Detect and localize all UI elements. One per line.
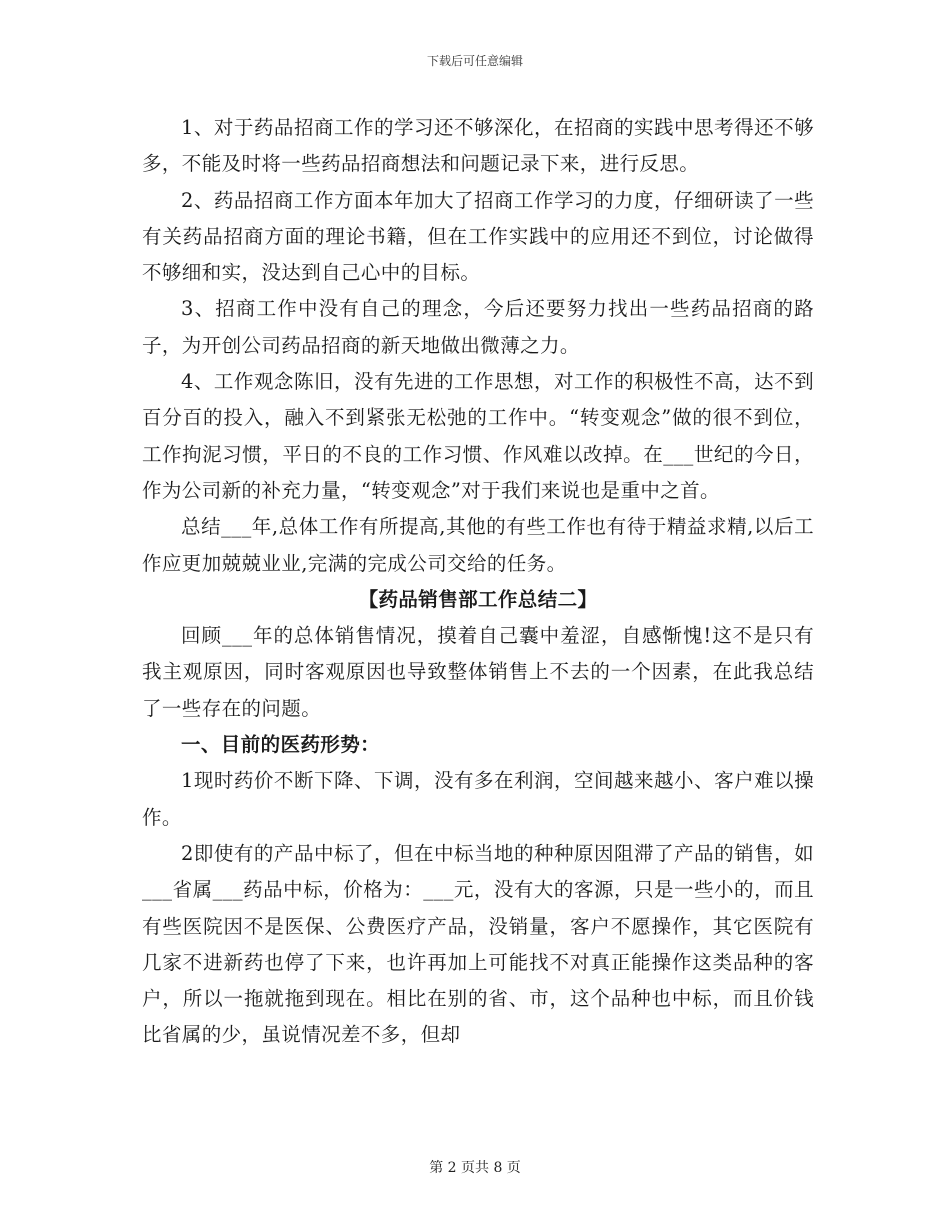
document-body bbox=[142, 110, 814, 1054]
paragraph-summary: 总结___年,总体工作有所提高,其他的有些工作也有待于精益求精,以后工作应更加兢兢业业,完满的完成公司交给的任务。 bbox=[142, 515, 814, 575]
paragraph-item-3: 3、招商工作中没有自己的理念，今后还要努力找出一些药品招商的路子，为开创公司药品招商的新天地做出微薄之力。 bbox=[142, 297, 814, 357]
paragraph-point-1: 1现时药价不断下降、下调，没有多在利润，空间越来越小、客户难以操作。 bbox=[142, 769, 814, 829]
subsection-heading: 一、目前的医药形势： bbox=[181, 733, 381, 757]
section-heading: 【药品销售部工作总结二】 bbox=[358, 587, 598, 611]
paragraph-item-1: 1、对于药品招商工作的学习还不够深化，在招商的实践中思考得还不够多，不能及时将一些药品招商想法和问题记录下来，进行反思。 bbox=[142, 116, 814, 176]
paragraph-item-4: 4、工作观念陈旧，没有先进的工作思想，对工作的积极性不高，达不到百分百的投入，融入不到紧张无松弛的工作中。“转变观念”做的很不到位，工作拘泥习惯，平日的不良的工作习惯、作风难以改掉。在___世纪的今日，作为公司新的补充力量，“转变观念”对于我们来说也是重中之首。 bbox=[142, 370, 814, 502]
paragraph-point-2: 2即使有的产品中标了，但在中标当地的种种原因阻滞了产品的销售，如___省属___药品中标，价格为：___元，没有大的客源，只是一些小的，而且有些医院因不是医保、公费医疗产品，没销量，客户不愿操作，其它医院有几家不进新药也停了下来，也许再加上可能找不对真正能操作这类品种的客户，所以一拖就拖到现在。相比在别的省、市，这个品种也中标，而且价钱比省属的少，虽说情况差不多，但却 bbox=[142, 841, 814, 1047]
page-number-footer: 第 2 页共 8 页 bbox=[429, 1160, 521, 1176]
paragraph-review: 回顾___年的总体销售情况，摸着自己囊中羞涩，自感惭愧!这不是只有我主观原因，同时客观原因也导致整体销售上不去的一个因素，在此我总结了一些存在的问题。 bbox=[142, 624, 814, 720]
page-header: 下载后可任意编辑 bbox=[426, 54, 523, 68]
paragraph-item-2: 2、药品招商工作方面本年加大了招商工作学习的力度，仔细研读了一些有关药品招商方面的理论书籍，但在工作实践中的应用还不到位，讨论做得不够细和实，没达到自己心中的目标。 bbox=[142, 188, 814, 285]
